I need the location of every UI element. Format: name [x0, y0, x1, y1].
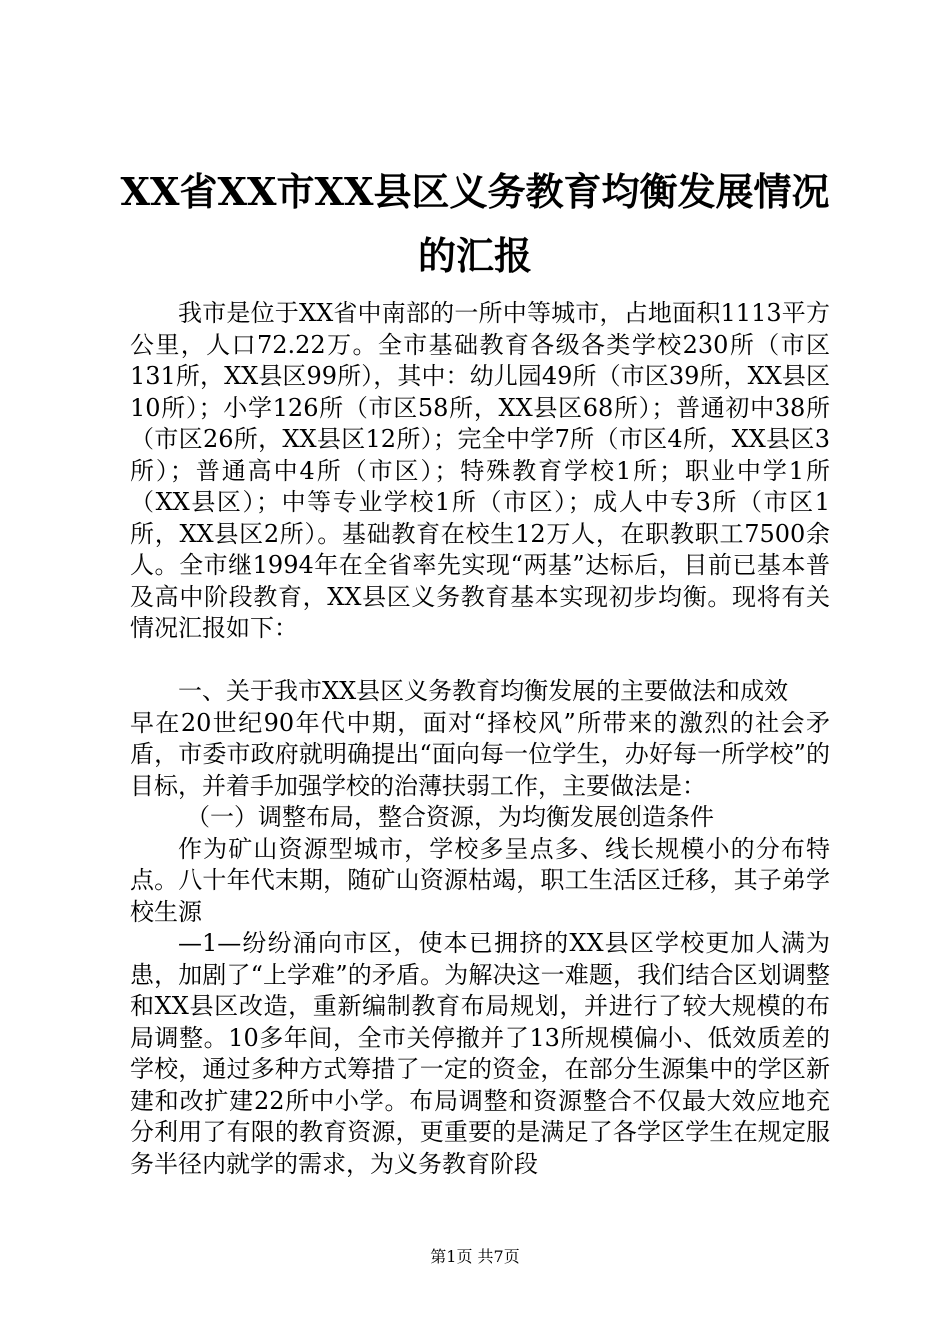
paragraph-background: 早在20世纪90年代中期，面对“择校风”所带来的激烈的社会矛盾，市委市政府就明确提出“面向每一位学生，办好每一所学校”的目标，并着手加强学校的治薄扶弱工作，主要做法是：	[130, 708, 830, 800]
paragraph-intro: 我市是位于XX省中南部的一所中等城市，占地面积1113平方公里，人口72.22万。全市基础教育各级各类学校230所（市区131所，XX县区99所），其中：幼儿园49所（市区39所，XX县区10所）；小学126所（市区58所，XX县区68所）；普通初中38所（市区26所，XX县区12所）；完全中学7所（市区4所，XX县区3所）；普通高中4所（市区）；特殊教育学校1所；职业中学1所（XX县区）；中等专业学校1所（市区）；成人中专3所（市区1所，XX县区2所）。基础教育在校生12万人，在职教职工7500余人。全市继1994年在全省率先实现“两基”达标后，目前已基本普及高中阶段教育，XX县区义务教育基本实现初步均衡。现将有关情况汇报如下：	[130, 299, 830, 642]
subsection-heading-1: （一）调整布局，整合资源，为均衡发展创造条件	[186, 803, 714, 831]
paragraph-mining-city: 作为矿山资源型城市，学校多呈点多、线长规模小的分布特点。八十年代末期，随矿山资源枯竭，职工生活区迁移，其子弟学校生源	[130, 834, 830, 926]
page-footer: 第1页 共7页	[430, 1247, 520, 1266]
document-body	[130, 298, 830, 1180]
document-title: XX省XX市XX县区义务教育均衡发展情况的汇报	[120, 169, 830, 278]
paragraph-gap	[130, 645, 830, 677]
section-heading-1: 一、关于我市XX县区义务教育均衡发展的主要做法和成效	[178, 677, 789, 705]
paragraph-layout-adjustment: —1—纷纷涌向市区，使本已拥挤的XX县区学校更加人满为患，加剧了“上学难”的矛盾。为解决这一难题，我们结合区划调整和XX县区改造，重新编制教育布局规划，并进行了较大规模的布局调整。10多年间，全市关停撤并了13所规模偏小、低效质差的学校，通过多种方式筹措了一定的资金，在部分生源集中的学区新建和改扩建22所中小学。布局调整和资源整合不仅最大效应地充分利用了有限的教育资源，更重要的是满足了各学区学生在规定服务半径内就学的需求，为义务教育阶段	[130, 929, 830, 1178]
